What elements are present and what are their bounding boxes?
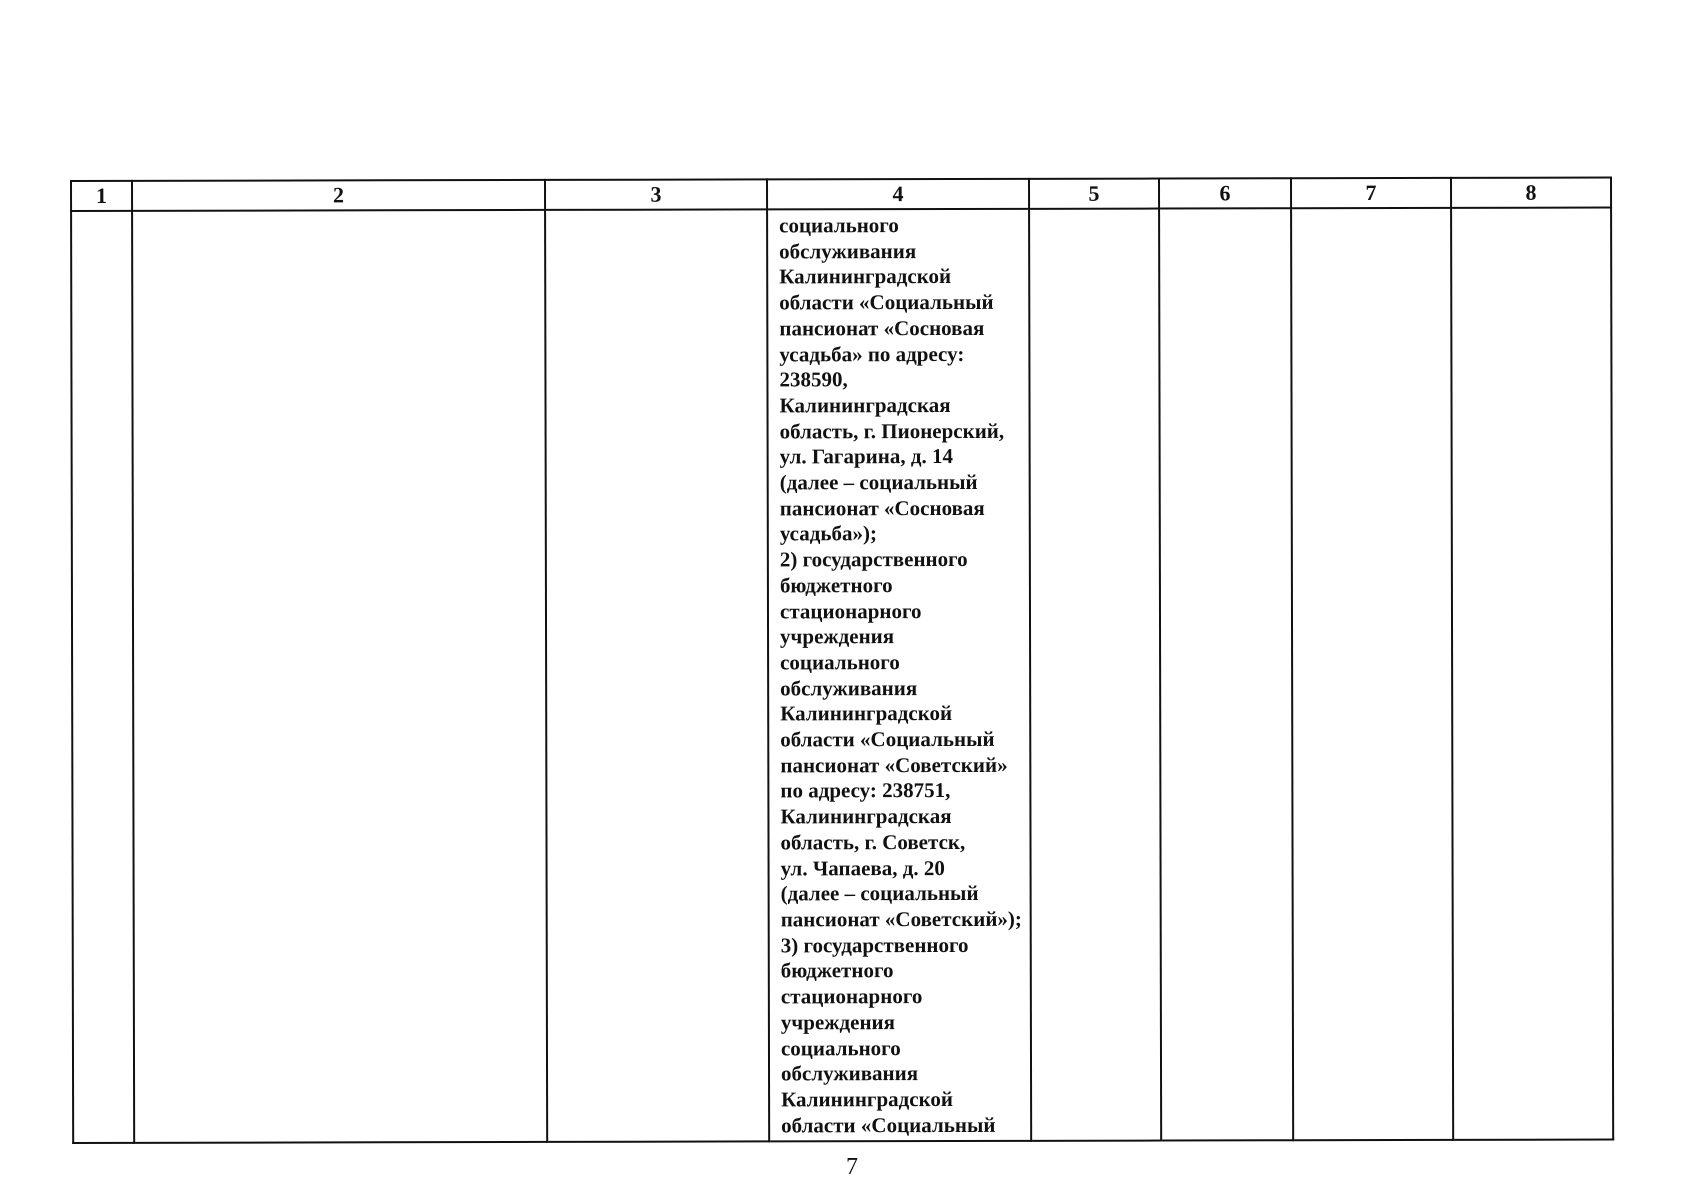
text-line: усадьба»);: [779, 521, 877, 546]
column-header-4: 4: [767, 179, 1029, 210]
text-line: социального: [780, 650, 900, 675]
table-cell-col5: [1029, 209, 1161, 1141]
page-number: 7: [846, 1154, 858, 1180]
table-cell-col3: [545, 209, 769, 1142]
text-line: пансионат «Сосновая: [779, 495, 985, 521]
text-line: область, г. Пионерский,: [779, 418, 1005, 444]
text-line: пансионат «Сосновая: [779, 315, 985, 341]
column-header-1: 1: [71, 181, 132, 211]
text-line: области «Социальный: [779, 290, 994, 315]
text-line: учреждения: [780, 624, 895, 649]
text-line: бюджетного: [780, 958, 894, 983]
text-line: стационарного: [780, 984, 923, 1009]
institution-description-text: [768, 210, 1030, 1139]
text-line: 3) государственного: [780, 932, 969, 958]
text-line: области «Социальный: [780, 726, 995, 752]
column-header-8: 8: [1451, 178, 1611, 208]
text-line: учреждения: [780, 1009, 896, 1035]
table-cell-col7: [1291, 208, 1453, 1140]
table-cell-col6: [1159, 208, 1293, 1140]
column-header-2: 2: [132, 180, 545, 211]
text-line: Калининградская: [780, 804, 952, 829]
text-line: (далее – социальный: [779, 469, 978, 495]
text-line: обслуживания: [781, 1061, 919, 1086]
text-line: усадьба» по адресу:: [779, 341, 965, 366]
text-line: пансионат «Советский»: [780, 752, 1008, 778]
text-line: социального: [780, 1035, 901, 1060]
text-line: стационарного: [779, 598, 922, 623]
column-header-6: 6: [1159, 178, 1291, 208]
table-row: [71, 208, 1613, 1143]
text-line: (далее – социальный: [780, 881, 979, 906]
text-line: Калининградская: [779, 392, 951, 418]
column-header-5: 5: [1029, 179, 1159, 209]
table-header-row: [71, 178, 1611, 211]
column-header-3: 3: [545, 179, 767, 210]
text-line: ул. Гагарина, д. 14: [779, 444, 953, 469]
text-line: обслуживания: [780, 675, 918, 701]
text-line: Калининградской: [780, 701, 953, 726]
text-line: области «Социальный: [781, 1112, 996, 1137]
text-line: бюджетного: [779, 572, 893, 598]
table-cell-col8: [1451, 208, 1613, 1140]
text-line: 2) государственного: [779, 547, 968, 572]
column-header-7: 7: [1291, 178, 1451, 208]
text-line: Калининградской: [779, 264, 952, 289]
text-line: 238590,: [779, 367, 848, 392]
table-cell-col4: [767, 209, 1031, 1142]
text-line: социального: [779, 213, 899, 238]
table-cell-col1: [71, 211, 134, 1143]
table-cell-col2: [132, 210, 547, 1143]
text-line: пансионат «Советский»);: [780, 906, 1022, 932]
text-line: ул. Чапаева, д. 20: [780, 855, 945, 880]
document-table: [70, 177, 1614, 1144]
text-line: по адресу: 238751,: [780, 778, 951, 803]
text-line: область, г. Советск,: [780, 829, 966, 855]
text-line: Калининградской: [781, 1086, 954, 1112]
text-line: обслуживания: [779, 238, 917, 264]
